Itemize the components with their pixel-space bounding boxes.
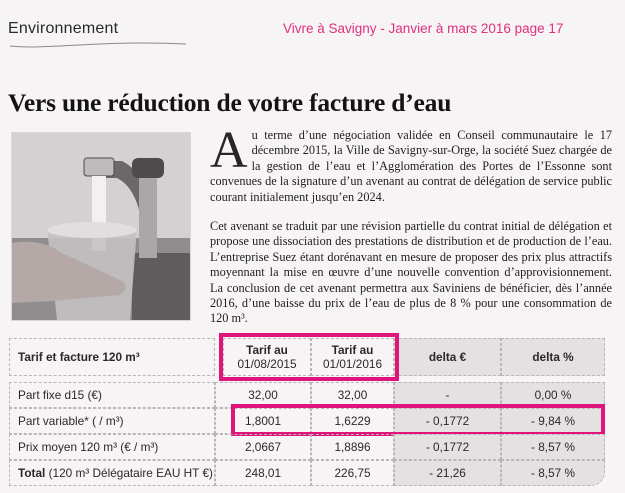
cell-2016: 1,6229 (311, 408, 394, 434)
header-delta-eur: delta € (394, 338, 501, 376)
cell-delta-pct: - 8,57 % (501, 460, 605, 486)
article-title: Vers une réduction de votre facture d’eau (8, 88, 452, 117)
header-delta-pct: delta % (501, 338, 605, 376)
section-label: Environnement (8, 20, 119, 37)
cell-delta-eur: - 21,26 (394, 460, 501, 486)
row-label: Part variable* ( / m³) (9, 408, 215, 434)
water-tap-photo (11, 132, 191, 321)
publication-info: Vivre à Savigny - Janvier à mars 2016 page 17 (283, 21, 564, 36)
header-tarif-2015: Tarif au 01/08/2015 (223, 338, 311, 376)
faucet-glass-image-icon (12, 133, 190, 320)
cell-2015: 1,8001 (215, 408, 311, 434)
row-label: Part fixe d15 (€) (9, 382, 215, 408)
cell-2015: 32,00 (215, 382, 311, 408)
swoosh-divider-icon (8, 38, 188, 50)
cell-delta-pct: 0,00 % (501, 382, 605, 408)
cell-delta-eur: - 0,1772 (394, 408, 501, 434)
cell-2016: 1,8896 (311, 434, 394, 460)
row-label: Prix moyen 120 m³ (€ / m³) (9, 434, 215, 460)
cell-2016: 32,00 (311, 382, 394, 408)
cell-2015: 2,0667 (215, 434, 311, 460)
cell-delta-eur: - (394, 382, 501, 408)
paragraph-1: Au terme d’une négociation validée en Conseil communautaire le 17 décembre 2015, la Ville de Savigny-sur-Orge, la société Suez chargée de la gestion de l’eau et l’Agglomération des Portes de l’Essonne sont convenues de la signature d’un avenant au contrat de délégation de service public courant initialement jusqu’en 2024. (210, 122, 612, 204)
paragraph-2: Cet avenant se traduit par une révision partielle du contrat initial de délégation et propose une dissociation des prestations de distribution et de production de l’eau. L’entreprise Suez étant dorénavant en mesure de proposer des prix plus attractifs moyennant la mise en œuvre d’une nouvelle convention d’approvisionnement. La conclusion de cet avenant permettra aux Saviniens de bénéficier, dès l’année 2016, d’une baisse du prix de l’eau de plus de 8 % pour une consommation de 120 m³. (210, 219, 612, 326)
row-label: Total (120 m³ Délégataire EAU HT €) (9, 460, 215, 486)
cell-delta-pct: - 9,84 % (501, 408, 605, 434)
dropcap: A (210, 122, 248, 179)
cell-delta-pct: - 8,57 % (501, 434, 605, 460)
cell-2015: 248,01 (215, 460, 311, 486)
header-tarif-2016: Tarif au 01/01/2016 (311, 338, 394, 376)
article-body (210, 122, 612, 341)
header-label: Tarif et facture 120 m³ (9, 338, 215, 376)
cell-2016: 226,75 (311, 460, 394, 486)
cell-delta-eur: - 0,1772 (394, 434, 501, 460)
